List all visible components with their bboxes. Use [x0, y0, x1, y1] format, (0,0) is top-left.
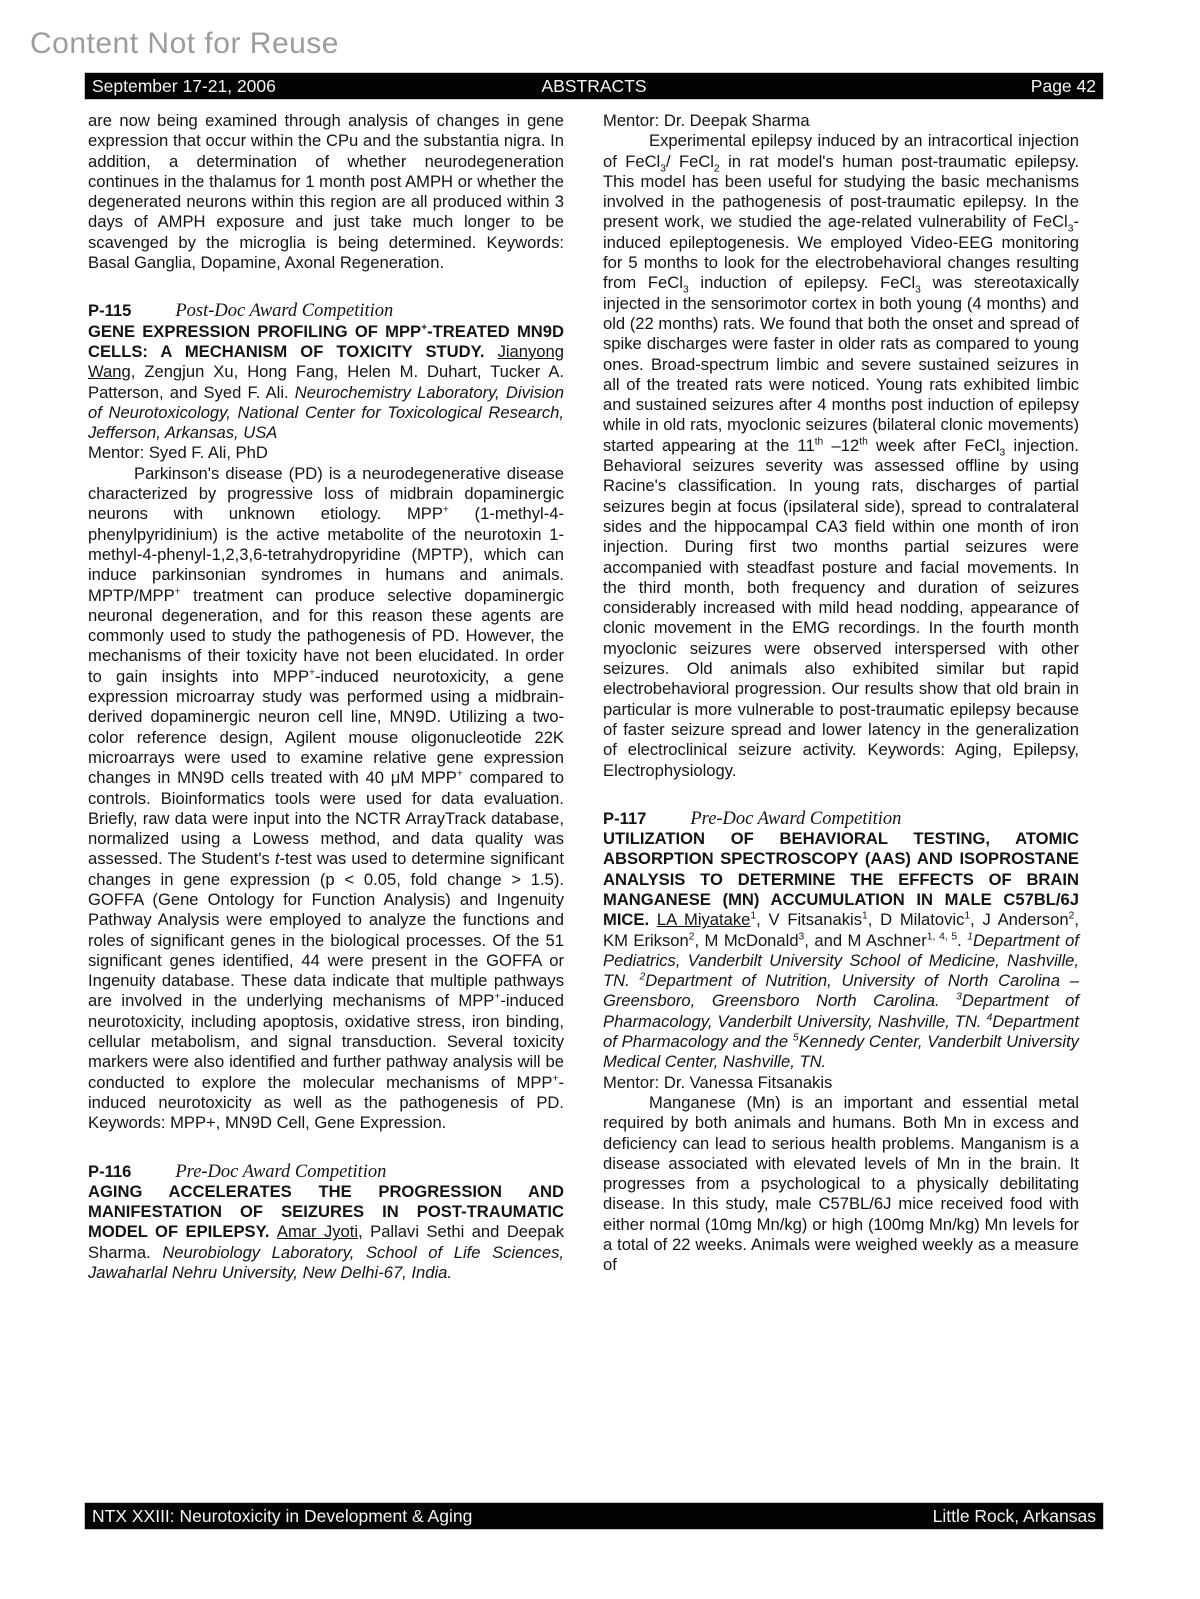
text-segment: 3	[1067, 223, 1074, 235]
abstract-p116-code: P-116	[88, 1161, 132, 1181]
text-segment: 1	[967, 931, 973, 943]
text-segment: , Zengjun Xu, Hong Fang, Helen M. Duhart, Tucker A. Patterson, and Syed F. Ali.	[88, 362, 564, 402]
right-column	[603, 111, 1079, 1276]
text-segment: 1	[862, 910, 868, 922]
text-segment: .	[957, 930, 968, 950]
text-segment: (1-methyl-4-phenylpyridinium) is the active metabolite of the neurotoxin 1-methyl-4-phenyl-1,2,3,6-tetrahydropyridine (MPTP), which can induce parkinsonian syndromes in humans and animals. MPTP/MPP	[88, 504, 564, 605]
text-segment: UTILIZATION OF BEHAVIORAL TESTING, ATOMIC ABSORPTION SPECTROSCOPY (AAS) AND ISOPROSTANE ANALYSIS TO DETERMINE THE EFFECTS OF BRAIN MANGANESE (MN) ACCUMULATION IN MALE C57BL/6J MICE.	[603, 829, 1079, 930]
text-segment: th	[859, 436, 868, 448]
text-segment: treatment can produce selective dopaminergic neuronal degeneration, and for this reason these agents are commonly used to study the pathogenesis of PD. However, the mechanisms of their toxicity have not been elucidated. In order to gain insights into MPP	[88, 585, 564, 686]
text-segment: week after FeCl	[867, 435, 1000, 455]
text-segment: LA Miyatake	[656, 910, 751, 930]
header-page-number: Page 42	[1030, 76, 1096, 96]
abstract-p115-mentor: Mentor: Syed F. Ali, PhD	[88, 443, 268, 463]
text-segment: 3	[660, 162, 666, 174]
text-segment: -induced neurotoxicity as well as the pathogenesis of PD. Keywords: MPP+, MN9D Cell, Gene Expression.	[88, 1072, 564, 1133]
text-segment: / FeCl	[665, 151, 714, 171]
text-segment: -TREATED MN9D CELLS: A MECHANISM OF TOXICITY STUDY.	[88, 321, 565, 361]
text-segment: 1, 4, 5	[926, 931, 958, 943]
text-segment: 2	[713, 162, 720, 174]
text-segment: 3	[915, 284, 921, 296]
page-footer-bar	[85, 1503, 1103, 1529]
text-segment: injection. Behavioral seizures severity was assessed offline by using Racine's classification. In young rats, discharges of partial seizures begin at focus (ipsilateral side), spread to contralateral sides and the hippocampal CA3 field within one month of iron injection. During first two months partial seizures were accompanied with steadfast posture and facial movements. In the third month, both frequency and duration of seizures considerably increased with mild head nodding, appearance of clonic movement in the EMG recordings. In the fourth month myoclonic seizures were observed interspersed with other seizures. Old animals also exhibited similar but rapid electrobehavioral progression. Our results show that old brain in particular is more vulnerable to post-traumatic epilepsy because of faster seizure spread and lower latency in the generalization of electroclinical seizure activity. Keywords: Aging, Epilepsy, Electrophysiology.	[603, 435, 1079, 780]
footer-conference-name: NTX XXIII: Neurotoxicity in Development & Aging	[92, 1506, 473, 1526]
text-segment: +	[442, 504, 449, 516]
text-segment: in rat model's human post-traumatic epilepsy. This model has been useful for studying the basic mechanisms involved in the pathogenesis of post-traumatic epilepsy. In the present work, we studied the age-related vulnerability of FeCl	[603, 151, 1079, 232]
abstract-p115-body	[88, 464, 564, 1134]
abstract-p117-header	[603, 809, 1079, 829]
text-segment: Neurochemistry Laboratory, Division of Neurotoxicology, National Center for Toxicological Research, Jefferson, Arkansas, USA	[88, 382, 564, 443]
watermark-text: Content Not for Reuse	[30, 27, 339, 60]
text-segment: was stereotaxically injected in the sensorimotor cortex in both young (4 months) and old (22 months) rats. We found that both the onset and spread of spike discharges were faster in older rats as compared to young ones. Broad-spectrum limbic and severe sustained seizures in all of the treated rats were noticed. Young rats exhibited limbic and sustained seizures after 4 months post induction of epilepsy while in old rats, myoclonic seizures (bilateral clonic movements) started appearing at the 11	[603, 273, 1079, 455]
page-header-bar	[85, 73, 1103, 99]
abstract-continuation-text	[88, 111, 564, 273]
text-segment: –12	[823, 435, 860, 455]
text-segment: Parkinson's disease (PD) is a neurodegenerative disease characterized by progressive loss of midbrain dopaminergic neurons with unknown etiology. MPP	[88, 463, 564, 524]
text-segment: AGING ACCELERATES THE PROGRESSION AND MANIFESTATION OF SEIZURES IN POST-TRAUMATIC MODEL OF EPILEPSY.	[88, 1181, 564, 1242]
text-segment: +	[494, 991, 501, 1003]
text-segment: +	[456, 768, 463, 780]
text-segment: -induced neurotoxicity, a gene expression microarray study was performed using a midbrain-derived dopaminergic neuron cell line, MN9D. Utilizing a two-color reference design, Agilent mouse oligonucleotide 22K microarrays were used to examine relative gene expression changes in MN9D cells treated with 40 μM MPP	[88, 666, 564, 788]
text-segment: Neurobiology Laboratory, School of Life Sciences, Jawaharlal Nehru University, New Delhi-67, India.	[88, 1242, 565, 1283]
text-segment: 2	[639, 971, 646, 983]
text-segment: Department of Pediatrics, Vanderbilt University School of Medicine, Nashville, TN.	[603, 930, 1079, 991]
footer-location: Little Rock, Arkansas	[932, 1506, 1096, 1526]
abstract-p116-title-authors	[88, 1182, 564, 1283]
abstract-p116-mentor: Mentor: Dr. Deepak Sharma	[603, 111, 810, 130]
text-segment: Experimental epilepsy induced by an intracortical injection of FeCl	[603, 131, 1079, 171]
text-segment: +	[421, 322, 428, 334]
abstract-p115-award-label: Post-Doc Award Competition	[175, 301, 394, 322]
header-title: ABSTRACTS	[541, 76, 647, 96]
header-date-range: September 17-21, 2006	[92, 76, 276, 96]
text-segment: -induced neurotoxicity, including apoptosis, oxidative stress, iron binding, cellular metabolism, and signal transduction. Several toxicity markers were also identified and further pathway analysis will be conducted to explore the molecular mechanisms of MPP	[88, 991, 564, 1092]
text-segment: Jianyong Wang	[88, 341, 564, 382]
text-segment: +	[174, 586, 181, 597]
text-segment: 4	[986, 1012, 993, 1024]
text-segment: , D Milatovic	[867, 910, 965, 930]
text-segment: 2	[688, 931, 695, 943]
text-segment: -induced epileptogenesis. We employed Video-EEG monitoring for 5 months to look for the electrobehavioral changes resulting from FeCl	[603, 212, 1079, 293]
abstract-p117-mentor: Mentor: Dr. Vanessa Fitsanakis	[603, 1072, 833, 1092]
text-segment: , M McDonald	[694, 930, 799, 950]
abstract-p115-code: P-115	[88, 301, 132, 321]
text-segment: 3	[682, 284, 689, 296]
text-segment: Department of Pharmacology, Vanderbilt University, Nashville, TN.	[603, 991, 1079, 1031]
left-column	[88, 111, 564, 1283]
text-segment: 5	[792, 1032, 799, 1044]
abstract-p115-title-authors	[88, 322, 564, 444]
text-segment: , KM Erikson	[603, 910, 1079, 950]
abstract-p117-award-label: Pre-Doc Award Competition	[690, 808, 902, 829]
text-segment: , Pallavi Sethi and Deepak Sharma.	[88, 1222, 565, 1262]
text-segment: Kennedy Center, Vanderbilt University Medical Center, Nashville, TN.	[603, 1032, 1079, 1072]
text-segment: Department of Nutrition, University of North Carolina – Greensboro, Greensboro North Carolina.	[603, 971, 1079, 1011]
text-segment: 3	[956, 991, 962, 1003]
abstract-p117-code: P-117	[603, 808, 647, 828]
text-segment: th	[814, 436, 824, 448]
abstract-p115-header	[88, 301, 564, 321]
text-segment: +	[552, 1073, 559, 1085]
abstract-p116-award-label: Pre-Doc Award Competition	[175, 1161, 387, 1182]
text-segment: GENE EXPRESSION PROFILING OF MPP	[88, 321, 422, 341]
abstract-p117-title-authors	[603, 829, 1079, 1073]
text-segment: +	[309, 667, 316, 679]
text-segment: Department of Pharmacology and the	[603, 1011, 1079, 1052]
text-segment: 2	[1068, 910, 1075, 922]
text-segment: induction of epilepsy. FeCl	[688, 273, 916, 293]
text-segment: , J Anderson	[970, 910, 1069, 930]
text-segment: 3	[798, 931, 805, 943]
text-segment: 1	[750, 910, 757, 922]
text-segment: , and M Aschner	[804, 930, 927, 950]
abstract-p117-body	[603, 1093, 1079, 1276]
text-segment: Manganese (Mn) is an important and essential metal required by both animals and humans. Both Mn in excess and deficiency can lead to serious health problems. Manganism is a disease associated with elevated levels of Mn in the brain. It progresses from a psychological to a physically debilitating disease. In this study, male C57BL/6J mice received food with either normal (10mg Mn/kg) or high (100mg Mn/kg) Mn levels for a total of 22 weeks. Animals were weighed weekly as a measure of	[603, 1092, 1079, 1275]
text-segment: are now being examined through analysis of changes in gene expression that occur within the CPu and the substantia nigra. In addition, a determination of whether neurodegeneration continues in the thalamus for 1 month post AMPH or whether the degenerated neurons within this region are all produced within 3 days of AMPH exposure and just take much longer to be scavenged by the microglia is being determined. Keywords: Basal Ganglia, Dopamine, Axonal Regeneration.	[88, 111, 564, 273]
text-segment: 1	[964, 910, 971, 922]
text-segment: compared to controls. Bioinformatics tools were used for data evaluation. Briefly, raw data were input into the NCTR ArrayTrack database, normalized using a Lowess method, and data quality was assessed. The Student's	[88, 768, 564, 869]
text-segment: , V Fitsanakis	[756, 910, 863, 930]
text-segment: t	[274, 849, 280, 869]
abstract-p116-body	[603, 131, 1079, 781]
abstract-p116-header	[88, 1162, 564, 1182]
text-segment: -test was used to determine significant changes in gene expression (p < 0.05, fold change > 1.5). GOFFA (Gene Ontology for Function Analysis) and Ingenuity Pathway Analysis were employed to analyze the functions and roles of significant genes in the biological processes. Of the 51 significant genes identified, 44 were present in the GOFFA or Ingenuity database. These data indicate that multiple pathways are involved in the underlying mechanisms of MPP	[88, 849, 564, 1011]
text-segment: Amar Jyoti	[276, 1222, 359, 1242]
text-segment: 3	[999, 447, 1006, 459]
